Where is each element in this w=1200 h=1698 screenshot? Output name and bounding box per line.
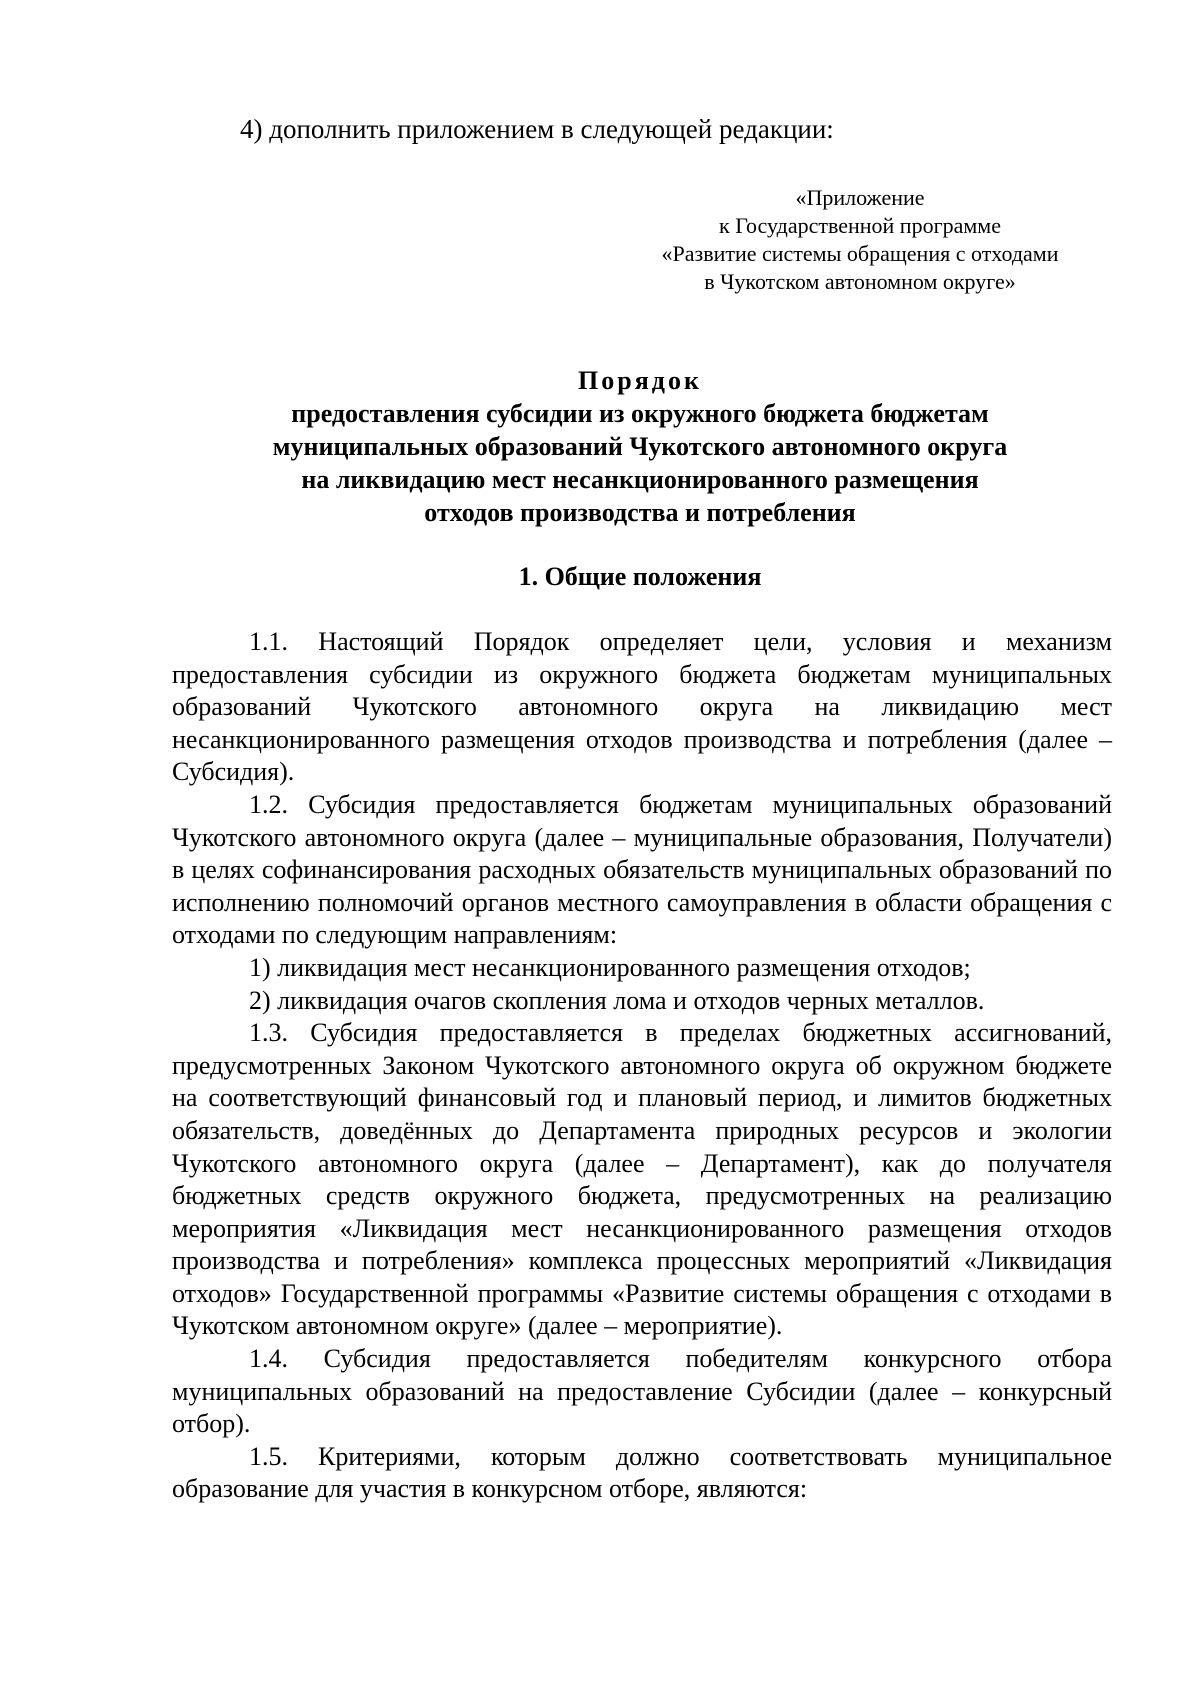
appendix-line-2: к Государственной программе xyxy=(719,213,1001,238)
title-line-3: на ликвидацию мест несанкционированного размещения xyxy=(301,465,979,494)
paragraph-1-3: 1.3. Субсидия предоставляется в пределах бюджетных ассигнований, предусмотренных Законом Чукотского автономного округа об окружном бюджете на соответствующий финансовый год и плановый период, и лимитов бюджетных обязательств, доведённых до Департамента природных ресурсов и экологии Чукотского автономного округа (далее – Департамент), как до получателя бюджетных средств окружного бюджета, предусмотренных на реализацию мероприятия «Ликвидация мест несанкционированного размещения отходов производства и потребления» комплекса процессных мероприятий «Ликвидация отходов» Государственной программы «Развитие системы обращения с отходами в Чукотском автономном округе» (далее – мероприятие). xyxy=(172,1018,1112,1341)
paragraph-1-4: 1.4. Субсидия предоставляется победителям конкурсного отбора муниципальных образований на предоставление Субсидии (далее – конкурсный отбор). xyxy=(172,1344,1112,1439)
section-heading: 1. Общие положения xyxy=(518,562,762,591)
paragraph-1-5: 1.5. Критериями, которым должно соответствовать муниципальное образование для участия в конкурсном отборе, являются: xyxy=(172,1441,1112,1504)
title-main: Порядок xyxy=(578,366,702,395)
appendix-line-3: «Развитие системы обращения с отходами xyxy=(661,241,1059,266)
appendix-line-4: в Чукотском автономном округе» xyxy=(704,269,1016,294)
paragraph-1-2: 1.2. Субсидия предоставляется бюджетам муниципальных образований Чукотского автономного округа (далее – муниципальные образования, Получатели) в целях софинансирования расходных обязательств муниципальных образований по исполнению полномочий органов местного самоуправления в области обращения с отходами по следующим направлениям: xyxy=(172,789,1112,950)
title-line-1: предоставления субсидии из окружного бюджета бюджетам xyxy=(291,399,989,428)
list-item-2: 2) ликвидация очагов скопления лома и отходов черных металлов. xyxy=(249,985,985,1015)
appendix-reference xyxy=(620,184,1100,296)
list-item-1: 1) ликвидация мест несанкционированного размещения отходов; xyxy=(249,952,971,982)
appendix-line-1: «Приложение xyxy=(795,185,925,210)
section-body xyxy=(172,626,1112,1506)
document-title xyxy=(170,364,1110,529)
intro-line: 4) дополнить приложением в следующей редакции: xyxy=(240,114,834,144)
paragraph-1-1: 1.1. Настоящий Порядок определяет цели, условия и механизм предоставления субсидии из окружного бюджета бюджетам муниципальных образований Чукотского автономного округа на ликвидацию мест несанкционированного размещения отходов производства и потребления (далее – Субсидия). xyxy=(172,627,1112,787)
title-line-2: муниципальных образований Чукотского автономного округа xyxy=(272,432,1008,461)
title-line-4: отходов производства и потребления xyxy=(424,498,856,527)
